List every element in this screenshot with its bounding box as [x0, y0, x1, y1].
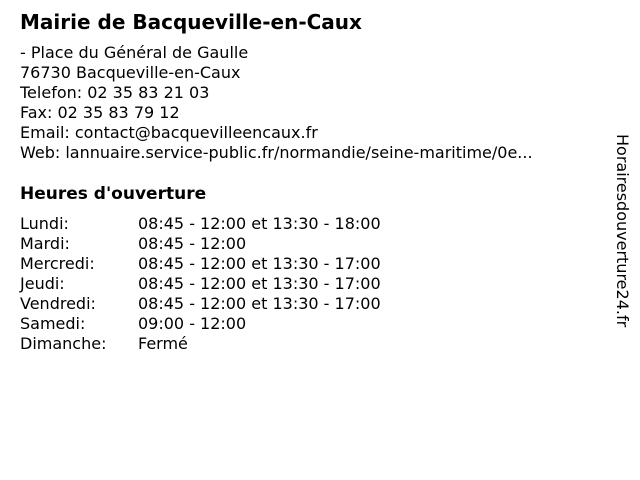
site-watermark: Horairesdouverture24.fr — [613, 134, 632, 328]
email-address: Email: contact@bacquevilleencaux.fr — [20, 123, 318, 142]
day-label: Vendredi: — [20, 294, 96, 313]
day-label: Lundi: — [20, 214, 69, 233]
opening-hours-heading: Heures d'ouverture — [20, 184, 207, 204]
day-label: Jeudi: — [20, 274, 65, 293]
page-title: Mairie de Bacqueville-en-Caux — [20, 10, 362, 34]
time-value: Fermé — [138, 334, 188, 353]
day-label: Dimanche: — [20, 334, 107, 353]
address-city: 76730 Bacqueville-en-Caux — [20, 63, 241, 82]
fax-number: Fax: 02 35 83 79 12 — [20, 103, 180, 122]
time-value: 09:00 - 12:00 — [138, 314, 247, 333]
day-label: Mardi: — [20, 234, 70, 253]
contact-info — [20, 43, 533, 163]
day-label: Mercredi: — [20, 254, 95, 273]
time-value: 08:45 - 12:00 et 13:30 - 17:00 — [138, 274, 381, 293]
time-value: 08:45 - 12:00 et 13:30 - 17:00 — [138, 294, 381, 313]
time-value: 08:45 - 12:00 et 13:30 - 18:00 — [138, 214, 381, 233]
phone-number: Telefon: 02 35 83 21 03 — [20, 83, 210, 102]
website-url: Web: lannuaire.service-public.fr/normandie/seine-maritime/0e... — [20, 143, 533, 162]
address-street: - Place du Général de Gaulle — [20, 43, 249, 62]
time-value: 08:45 - 12:00 — [138, 234, 247, 253]
time-value: 08:45 - 12:00 et 13:30 - 17:00 — [138, 254, 381, 273]
day-label: Samedi: — [20, 314, 86, 333]
